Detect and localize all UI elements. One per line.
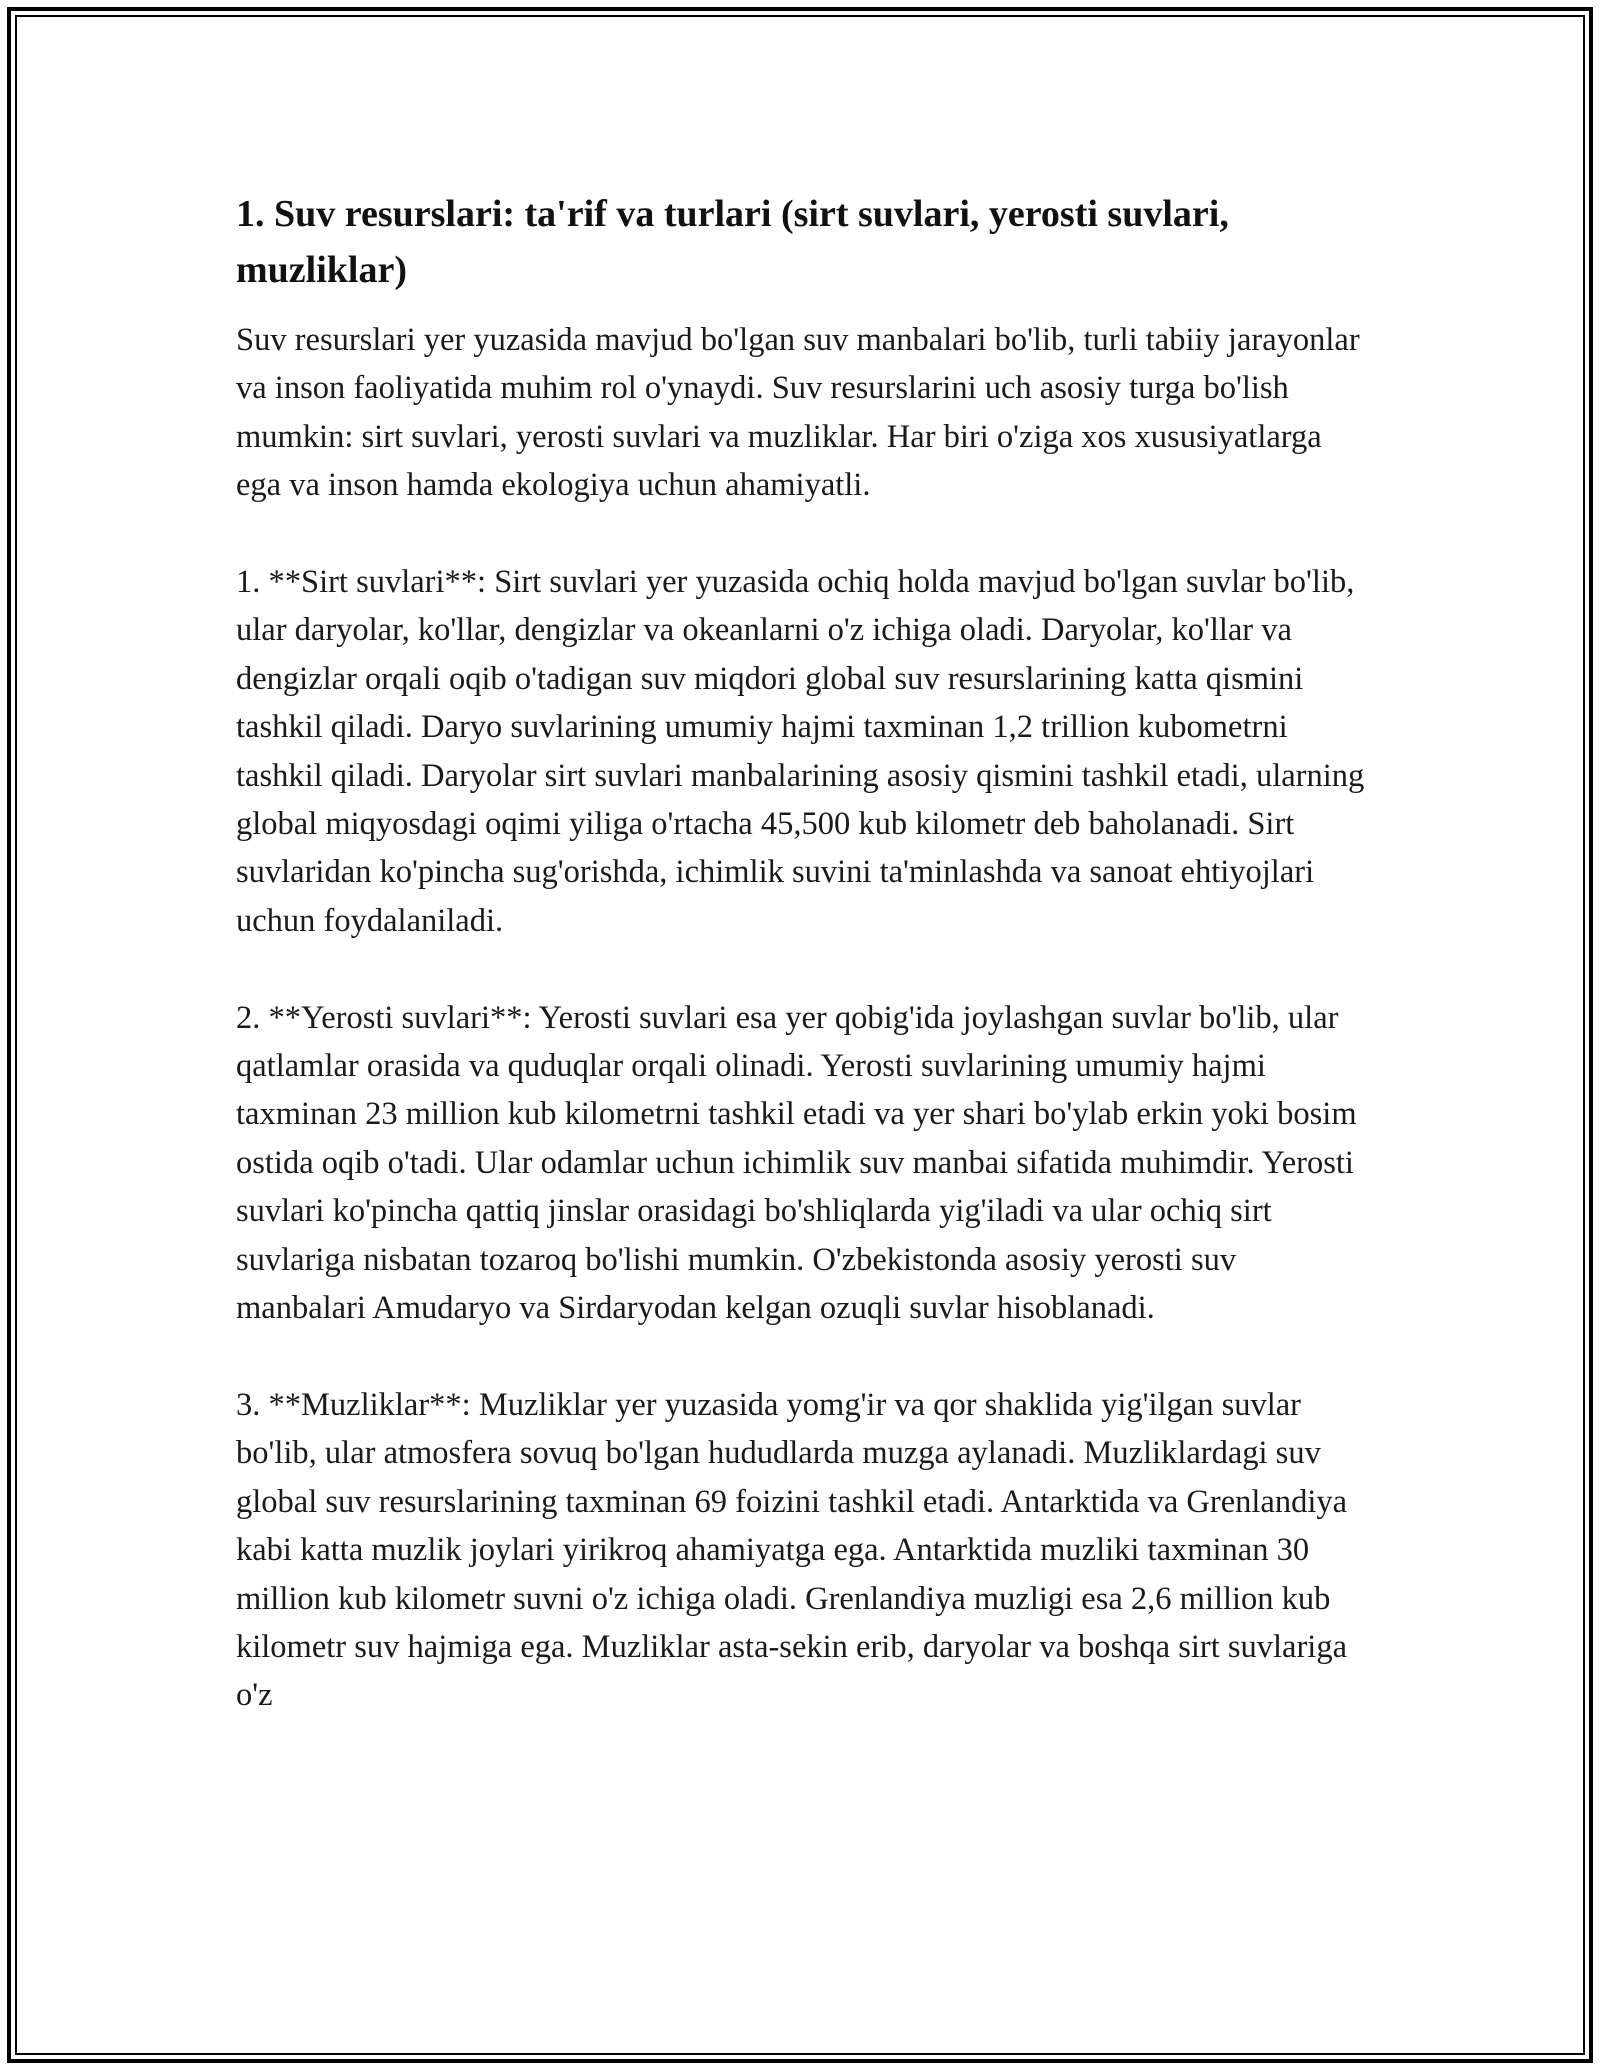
section-heading: 1. Suv resurslari: ta'rif va turlari (sirt suvlari, yerosti suvlari, muzliklar): [236, 193, 1229, 291]
paragraph-muzliklar: 3. **Muzliklar**: Muzliklar yer yuzasida yomg'ir va qor shaklida yig'ilgan suvlar bo'lib, ular atmosfera sovuq bo'lgan hududlarda muzga aylanadi. Muzliklardagi suv global suv resurslarining taxminan 69 foizini tashkil etadi. Antarktida va Grenlandiya kabi katta muzlik joylari yirikroq ahamiyatga ega. Antarktida muzliki taxminan 30 million kub kilometr suvni o'z ichiga oladi. Grenlandiya muzligi esa 2,6 million kub kilometr suv hajmiga ega. Muzliklar asta-sekin erib, daryolar va boshqa sirt suvlariga o'z: [236, 1386, 1348, 1714]
intro-paragraph: Suv resurslari yer yuzasida mavjud bo'lgan suv manbalari bo'lib, turli tabiiy jarayonlar va inson faoliyatida muhim rol o'ynaydi. Suv resurslarini uch asosiy turga bo'lish mumkin: sirt suvlari, yerosti suvlari va muzliklar. Har biri o'ziga xos xususiyatlarga ega va inson hamda ekologiya uchun ahamiyatli.: [236, 322, 1360, 504]
paragraph-spacer: [236, 1333, 1366, 1381]
document-body: [236, 186, 1366, 1720]
paragraph-sirt-suvlari: 1. **Sirt suvlari**: Sirt suvlari yer yuzasida ochiq holda mavjud bo'lgan suvlar bo'lib, ular daryolar, ko'llar, dengizlar va okeanlarni o'z ichiga oladi. Daryolar, ko'llar va dengizlar orqali oqib o'tadigan suv miqdori global suv resurslarining katta qismini tashkil qiladi. Daryo suvlarining umumiy hajmi taxminan 1,2 trillion kubometrni tashkil qiladi. Daryolar sirt suvlari manbalarining asosiy qismini tashkil etadi, ularning global miqyosdagi oqimi yiliga o'rtacha 45,500 kub kilometr deb baholanadi. Sirt suvlaridan ko'pincha sug'orishda, ichimlik suvini ta'minlashda va sanoat ehtiyojlari uchun foydalaniladi.: [236, 564, 1365, 939]
paragraph-spacer: [236, 510, 1366, 558]
paragraph-spacer: [236, 945, 1366, 993]
paragraph-yerosti-suvlari: 2. **Yerosti suvlari**: Yerosti suvlari esa yer qobig'ida joylashgan suvlar bo'lib, ular qatlamlar orasida va quduqlar orqali olinadi. Yerosti suvlarining umumiy hajmi taxminan 23 million kub kilometrni tashkil etadi va yer shari bo'ylab erkin yoki bosim ostida oqib o'tadi. Ular odamlar uchun ichimlik suv manbai sifatida muhimdir. Yerosti suvlari ko'pincha qattiq jinslar orasidagi bo'shliqlarda yig'iladi va ular ochiq sirt suvlariga nisbatan tozaroq bo'lishi mumkin. O'zbekistonda asosiy yerosti suv manbalari Amudaryo va Sirdaryodan kelgan ozuqli suvlar hisoblanadi.: [236, 999, 1357, 1327]
